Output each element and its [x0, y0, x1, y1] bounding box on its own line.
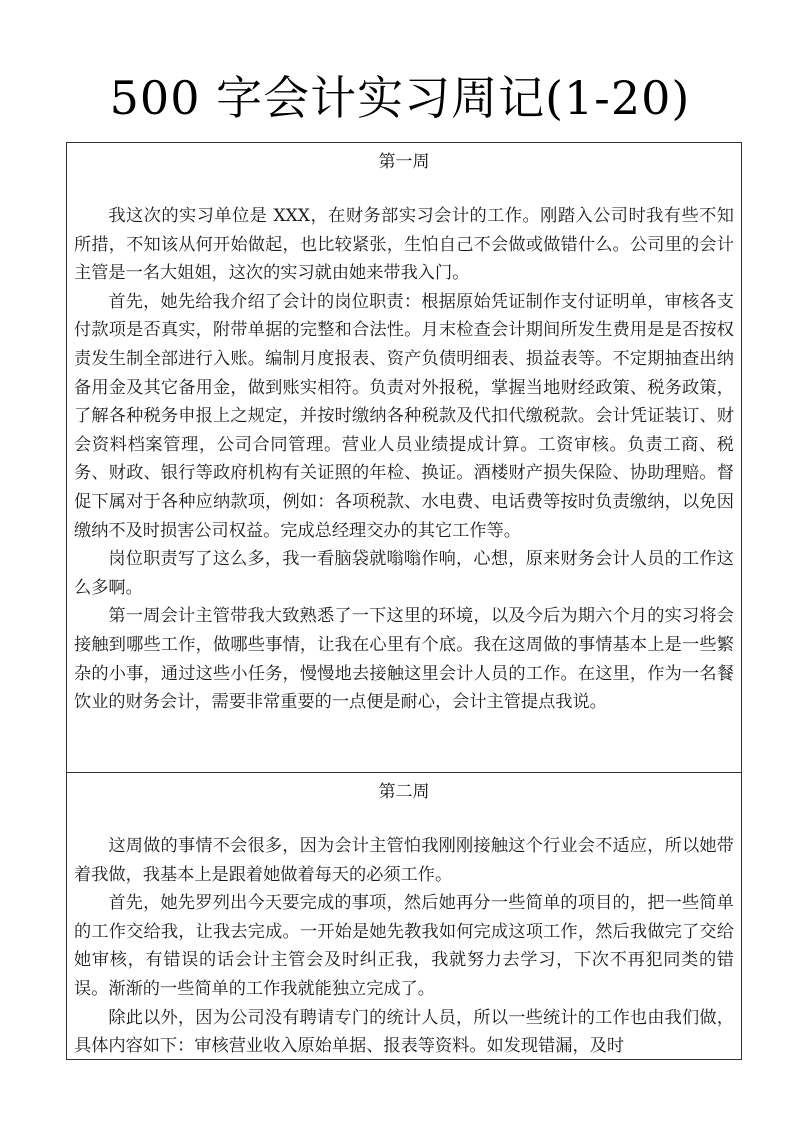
paragraph: 岗位职责写了这么多，我一看脑袋就嗡嗡作响，心想，原来财务会计人员的工作这么多啊。	[74, 549, 734, 598]
paragraph: 第一周会计主管带我大致熟悉了一下这里的环境，以及今后为期六个月的实习将会接触到哪些工作，做哪些事情，让我在心里有个底。我在这周做的事情基本上是一些繁杂的小事，通过这些小任务，慢慢地去接触这里会计人员的工作。在这里，作为一名餐饮业的财务会计，需要非常重要的一点便是耐心，会计主管提点我说。	[74, 606, 734, 713]
week-body	[74, 177, 734, 717]
journal-table	[66, 142, 742, 1060]
week-heading: 第一周	[378, 152, 430, 172]
week-section-1	[67, 143, 741, 772]
paragraph: 这周做的事情不会很多，因为会计主管怕我刚刚接触这个行业会不适应，所以她带着我做，我基本上是跟着她做着每天的必须工作。	[74, 836, 734, 885]
paragraph: 我这次的实习单位是 XXX，在财务部实习会计的工作。刚踏入公司时我有些不知所措，不知该从何开始做起，也比较紧张，生怕自己不会做或做错什么。公司里的会计主管是一名大姐姐，这次的实习就由她来带我入门。	[74, 206, 734, 284]
week-section-2	[67, 772, 741, 1060]
paragraph: 首先，她先罗列出今天要完成的事项，然后她再分一些简单的项目的，把一些简单的工作交给我，让我去完成。一开始是她先教我如何完成这项工作，然后我做完了交给她审核，有错误的话会计主管会及时纠正我，我就努力去学习，下次不再犯同类的错误。渐渐的一些简单的工作我就能独立完成了。	[74, 893, 734, 999]
paragraph: 首先，她先给我介绍了会计的岗位职责：根据原始凭证制作支付证明单，审核各支付款项是否真实，附带单据的完整和合法性。月末检查会计期间所发生费用是是否按权责发生制全部进行入账。编制月度报表、资产负债明细表、损益表等。不定期抽查出纳备用金及其它备用金，做到账实相符。负责对外报税，掌握当地财经政策、税务政策，了解各种税务申报上之规定，并按时缴纳各种税款及代扣代缴税款。会计凭证装订、财会资料档案管理，公司合同管理。营业人员业绩提成计算。工资审核。负责工商、税务、财政、银行等政府机构有关证照的年检、换证。酒楼财产损失保险、协助理赔。督促下属对于各种应纳款项，例如：各项税款、水电费、电话费等按时负责缴纳，以免因缴纳不及时损害公司权益。完成总经理交办的其它工作等。	[74, 291, 734, 541]
document-title: 500 字会计实习周记(1-20)	[109, 71, 691, 125]
paragraph: 除此以外，因为公司没有聘请专门的统计人员，所以一些统计的工作也由我们做，具体内容如下：审核营业收入原始单据、报表等资料。如发现错漏，及时	[74, 1007, 734, 1057]
week-heading: 第二周	[378, 782, 430, 802]
week-body	[74, 807, 734, 1060]
